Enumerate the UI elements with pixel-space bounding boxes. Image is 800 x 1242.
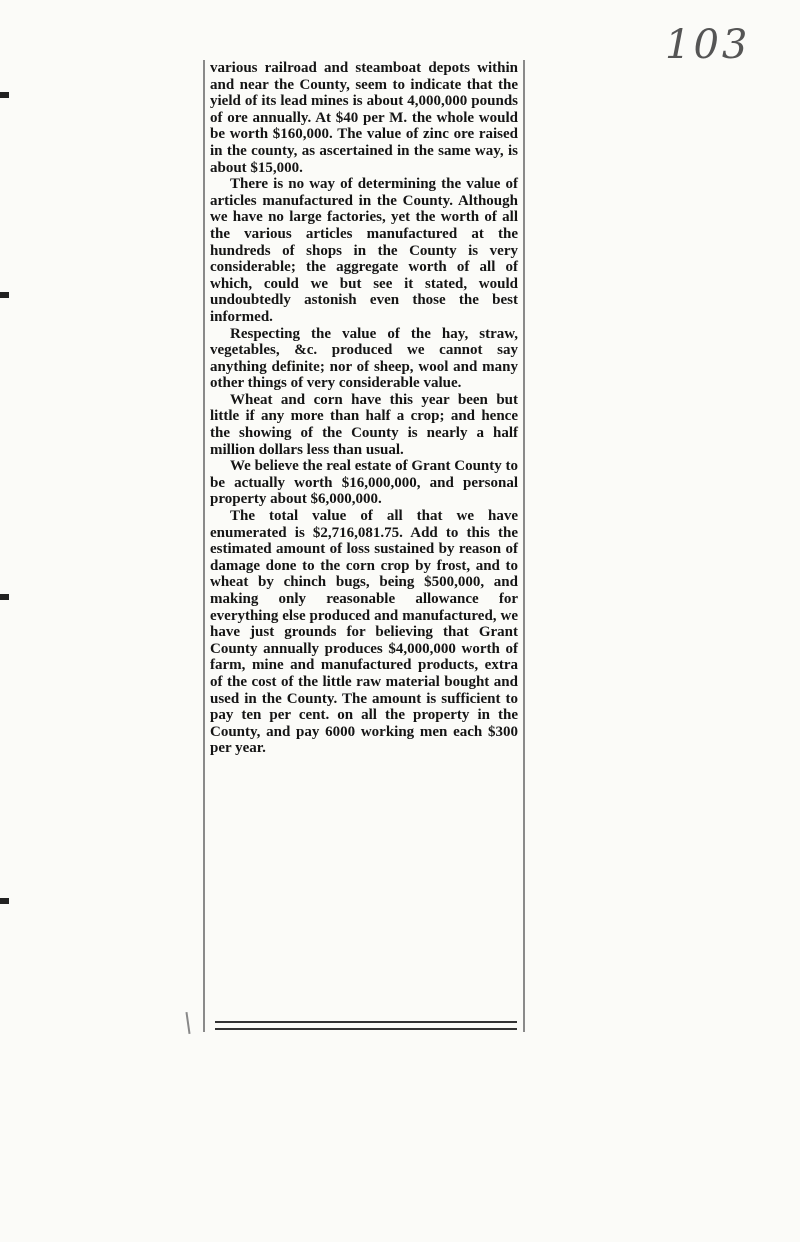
article-paragraph: We believe the real estate of Grant County to be actually worth $16,000,000, and personal property about $6,000,000. xyxy=(210,458,518,508)
article-paragraph: The total value of all that we have enumerated is $2,716,081.75. Add to this the estimated amount of loss sustained by reason of damage done to the corn crop by frost, and to wheat by chinch bugs, being $500,000, and making only reasonable allowance for everything else produced and manufactured, we have just grounds for believing that Grant County annually produces $4,000,000 worth of farm, mine and manufactured products, extra of the cost of the little raw material bought and used in the County. The amount is sufficient to pay ten per cent. on all the property in the County, and pay 6000 working men each $300 per year. xyxy=(210,508,518,757)
margin-mark xyxy=(185,1012,190,1034)
margin-mark xyxy=(0,898,9,904)
end-rule xyxy=(215,1021,517,1030)
article-paragraph: Respecting the value of the hay, straw, vegetables, &c. produced we cannot say anything definite; nor of sheep, wool and many other things of very considerable value. xyxy=(210,325,518,392)
article-paragraph: There is no way of determining the value of articles manufactured in the County. Although we have no large factories, yet the worth of all the various articles manufactured at the hundreds of shops in the County is very considerable; the aggregate worth of all of which, could we but see it stated, would undoubtedly astonish even those the best informed. xyxy=(210,176,518,325)
margin-mark xyxy=(0,92,9,98)
margin-mark xyxy=(0,594,9,600)
article-paragraph: Wheat and corn have this year been but little if any more than half a crop; and hence the showing of the County is nearly a half million dollars less than usual. xyxy=(210,391,518,458)
article-column xyxy=(210,60,518,757)
article-paragraph: various railroad and steamboat depots within and near the County, seem to indicate that the yield of its lead mines is about 4,000,000 pounds of ore annually. At $40 per M. the whole would be worth $160,000. The value of zinc ore raised in the county, as ascertained in the same way, is about $15,000. xyxy=(210,60,518,176)
page-number: 103 xyxy=(665,22,751,68)
newspaper-clipping xyxy=(203,60,525,1032)
margin-mark xyxy=(0,292,9,298)
